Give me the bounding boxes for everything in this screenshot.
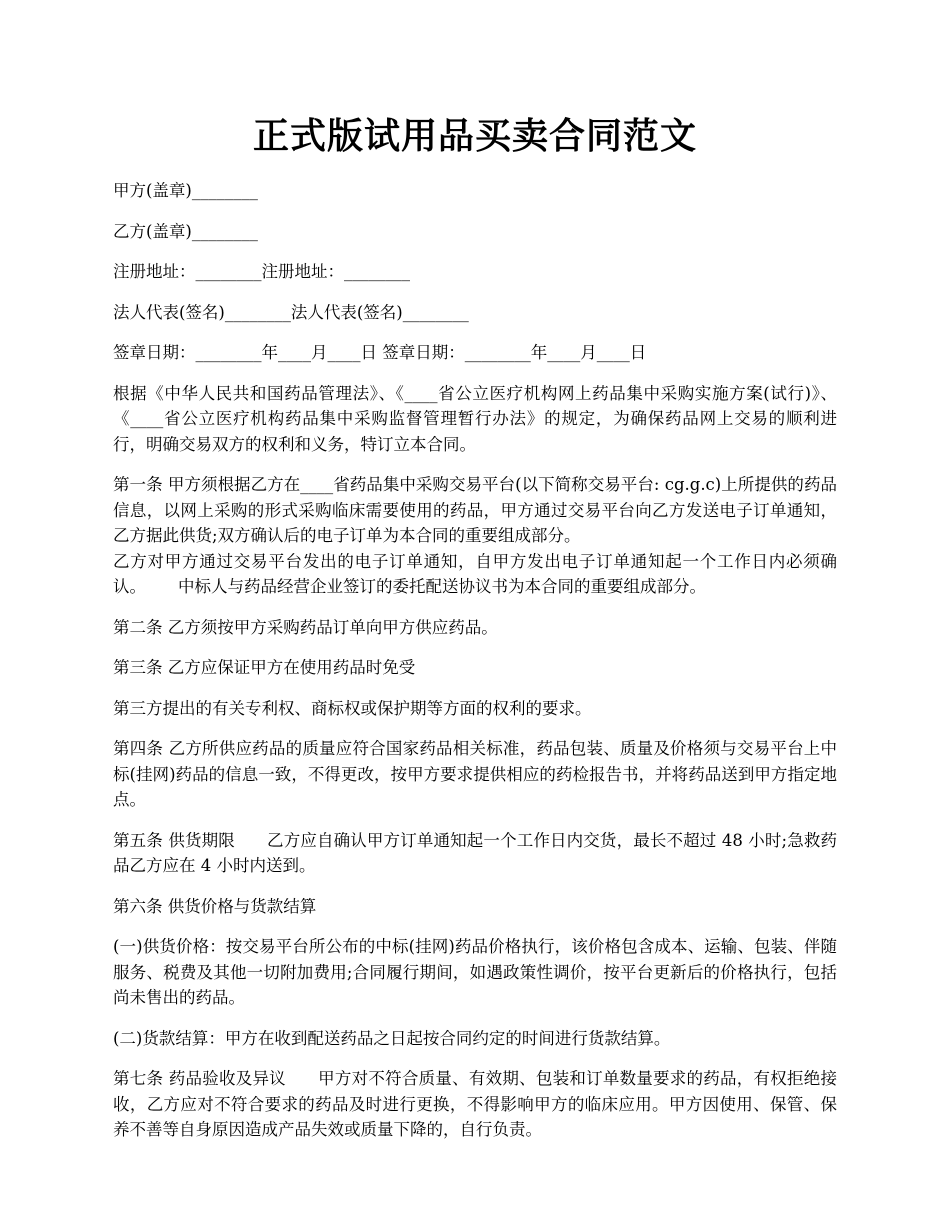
article-2-paragraph: 第二条 乙方须按甲方采购药品订单向甲方供应药品。 bbox=[113, 617, 498, 637]
party-b-line: 乙方(盖章)________ bbox=[113, 221, 258, 241]
article-1-confirmation-paragraph bbox=[113, 549, 837, 600]
article-3-paragraph: 第三条 乙方应保证甲方在使用药品时免受 bbox=[113, 658, 416, 677]
article-5-body: 乙方应自确认甲方订单通知起一个工作日内交货，最长不超过 48 小时;急救药品乙方应在 4 小时内送到。 bbox=[113, 830, 837, 875]
article-7-body: 甲方对不符合质量、有效期、包装和订单数量要求的药品，有权拒绝接收，乙方应对不符合要求的药品及时进行更换，不得影响甲方的临床应用。甲方因使用、保管、保养不善等自身原因造成产品失效或质量下降的，自行负责。 bbox=[113, 1069, 838, 1139]
article-3-continuation-paragraph: 第三方提出的有关专利权、商标权或保护期等方面的权利的要求。 bbox=[113, 698, 592, 718]
article-1-delegation-text: 中标人与药品经营企业签订的委托配送协议书为本合同的重要组成部分。 bbox=[178, 577, 706, 596]
article-1-confirmation-text: 乙方对甲方通过交易平台发出的电子订单通知，自甲方发出电子订单通知起一个工作日内必须确认。 bbox=[113, 551, 837, 596]
article-6-item-1-paragraph: (一)供货价格：按交易平台所公布的中标(挂网)药品价格执行，该价格包含成本、运输、包装、伴随服务、税费及其他一切附加费用;合同履行期间，如遇政策性调价，按平台更新后的价格执行，包括尚未售出的药品。 bbox=[113, 937, 837, 1007]
article-7-heading: 第七条 药品验收及异议 bbox=[113, 1069, 286, 1088]
article-6-heading: 第六条 供货价格与货款结算 bbox=[113, 896, 317, 916]
preamble-paragraph: 根据《中华人民共和国药品管理法》、《____省公立医疗机构网上药品集中采购实施方案(试行)》、《____省公立医疗机构药品集中采购监督管理暂行办法》的规定，为确保药品网上交易的顺利进行，明确交易双方的权利和义务，特订立本合同。 bbox=[113, 383, 837, 454]
sign-date-line: 签章日期：________年____月____日 签章日期：________年____月____日 bbox=[113, 343, 647, 362]
document-title: 正式版试用品买卖合同范文 bbox=[252, 115, 697, 157]
article-5-heading: 第五条 供货期限 bbox=[113, 830, 235, 850]
article-1-paragraph: 第一条 甲方须根据乙方在____省药品集中采购交易平台(以下简称交易平台: cg.g.c)上所提供的药品信息，以网上采购的形式采购临床需要使用的药品，甲方通过交易平台向乙方发送电子订单通知，乙方据此供货;双方确认后的电子订单为本合同的重要组成部分。 bbox=[113, 475, 837, 545]
article-7-paragraph bbox=[113, 1066, 837, 1143]
document-body bbox=[113, 178, 837, 1158]
registered-address-line: 注册地址：________注册地址：________ bbox=[113, 262, 410, 281]
party-a-line: 甲方(盖章)________ bbox=[113, 181, 258, 200]
legal-representative-line: 法人代表(签名)________法人代表(签名)________ bbox=[113, 302, 469, 322]
article-4-paragraph: 第四条 乙方所供应药品的质量应符合国家药品相关标准，药品包装、质量及价格须与交易平台上中标(挂网)药品的信息一致，不得更改，按甲方要求提供相应的药检报告书，并将药品送到甲方指定地点。 bbox=[113, 739, 837, 809]
article-6-item-2-paragraph: (二)货款结算：甲方在收到配送药品之日起按合同约定的时间进行货款结算。 bbox=[113, 1028, 671, 1048]
article-5-paragraph bbox=[113, 828, 837, 879]
